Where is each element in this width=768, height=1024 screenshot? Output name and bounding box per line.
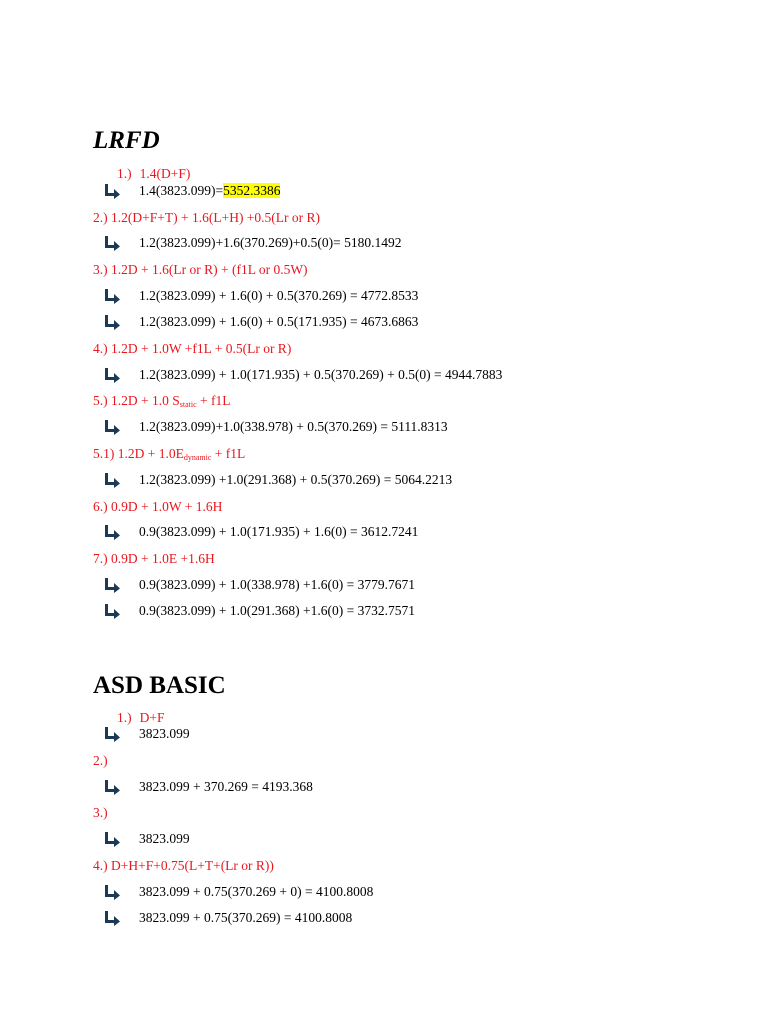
highlighted-result: 5352.3386 — [223, 183, 281, 198]
down-right-arrow-icon — [103, 577, 121, 593]
lrfd-item-5 — [93, 394, 231, 409]
calc-text: 3823.099 — [139, 726, 190, 741]
subscript: dynamic — [183, 453, 212, 462]
calc-text: 0.9(3823.099) + 1.0(291.368) +1.6(0) = 3732.7571 — [139, 603, 415, 618]
calc-text: 1.2(3823.099) + 1.0(171.935) + 0.5(370.269) + 0.5(0) = 4944.7883 — [139, 367, 503, 382]
item-formula: D+F — [139, 710, 165, 725]
item-number: 4.) — [93, 341, 108, 356]
item-number: 3.) — [93, 262, 108, 277]
calc-text: 1.2(3823.099) + 1.6(0) + 0.5(171.935) = 4673.6863 — [139, 314, 419, 329]
lrfd-item-5-1 — [93, 447, 245, 462]
down-right-arrow-icon — [103, 910, 121, 926]
item-formula: 1.2(D+F+T) + 1.6(L+H) +0.5(Lr or R) — [111, 210, 321, 225]
lrfd-item-1 — [117, 167, 190, 181]
item-number: 7.) — [93, 551, 108, 566]
down-right-arrow-icon — [103, 524, 121, 540]
item-number: 5.) — [93, 393, 108, 408]
item-formula: 1.2D + 1.6(Lr or R) + (f1L or 0.5W) — [111, 262, 308, 277]
calc-text: 0.9(3823.099) + 1.0(171.935) + 1.6(0) = 3612.7241 — [139, 524, 419, 539]
calc-text: 1.2(3823.099)+1.6(370.269)+0.5(0)= 5180.1492 — [139, 235, 402, 250]
asd-item-3 — [93, 806, 108, 820]
down-right-arrow-icon — [103, 726, 121, 742]
item-number: 3.) — [93, 805, 108, 820]
subscript: static — [179, 400, 197, 409]
item-formula: D+H+F+0.75(L+T+(Lr or R)) — [111, 858, 274, 873]
lrfd-item-2 — [93, 211, 320, 225]
item-number: 4.) — [93, 858, 108, 873]
item-formula: 0.9D + 1.0E +1.6H — [111, 551, 215, 566]
item-formula: 1.2D + 1.0W +f1L + 0.5(Lr or R) — [111, 341, 292, 356]
down-right-arrow-icon — [103, 235, 121, 251]
calc-text: 1.2(3823.099) + 1.6(0) + 0.5(370.269) = 4772.8533 — [139, 288, 419, 303]
item-formula: 0.9D + 1.0W + 1.6H — [111, 499, 223, 514]
down-right-arrow-icon — [103, 419, 121, 435]
item-formula: 1.4(D+F) — [139, 166, 191, 181]
down-right-arrow-icon — [103, 288, 121, 304]
down-right-arrow-icon — [103, 367, 121, 383]
calc-text: 0.9(3823.099) + 1.0(338.978) +1.6(0) = 3779.7671 — [139, 577, 415, 592]
calc-text: 3823.099 + 370.269 = 4193.368 — [139, 779, 313, 794]
down-right-arrow-icon — [103, 884, 121, 900]
item-formula: $1.2D + 1.0E_{dynamic} + f1L$ — [117, 446, 246, 462]
lrfd-item-6 — [93, 500, 222, 514]
down-right-arrow-icon — [103, 472, 121, 488]
down-right-arrow-icon — [103, 779, 121, 795]
lrfd-item-4 — [93, 342, 291, 356]
lrfd-item-3 — [93, 263, 308, 277]
calc-text: 3823.099 — [139, 831, 190, 846]
item-number: 6.) — [93, 499, 108, 514]
item-formula: 1.2D + 1.0 $S_{static} + f1L$ — [111, 393, 231, 409]
calc-text: 1.4(3823.099)=5352.3386 — [139, 183, 281, 198]
asd-item-2 — [93, 754, 108, 768]
asd-heading: ASD BASIC — [93, 672, 226, 699]
item-number: 2.) — [93, 210, 108, 225]
lrfd-item-7 — [93, 552, 215, 566]
item-number: 1.) — [117, 710, 132, 725]
down-right-arrow-icon — [103, 603, 121, 619]
calc-text: 3823.099 + 0.75(370.269) = 4100.8008 — [139, 910, 353, 925]
down-right-arrow-icon — [103, 314, 121, 330]
down-right-arrow-icon — [103, 831, 121, 847]
asd-item-4 — [93, 859, 274, 873]
item-number: 1.) — [117, 166, 132, 181]
item-number: 5.1) — [93, 446, 115, 461]
down-right-arrow-icon — [103, 183, 121, 199]
lrfd-heading: LRFD — [93, 127, 160, 154]
asd-item-1 — [117, 711, 165, 725]
item-number: 2.) — [93, 753, 108, 768]
calc-text: 3823.099 + 0.75(370.269 + 0) = 4100.8008 — [139, 884, 374, 899]
calc-text: 1.2(3823.099) +1.0(291.368) + 0.5(370.269) = 5064.2213 — [139, 472, 453, 487]
calc-text: 1.2(3823.099)+1.0(338.978) + 0.5(370.269) = 5111.8313 — [139, 419, 448, 434]
